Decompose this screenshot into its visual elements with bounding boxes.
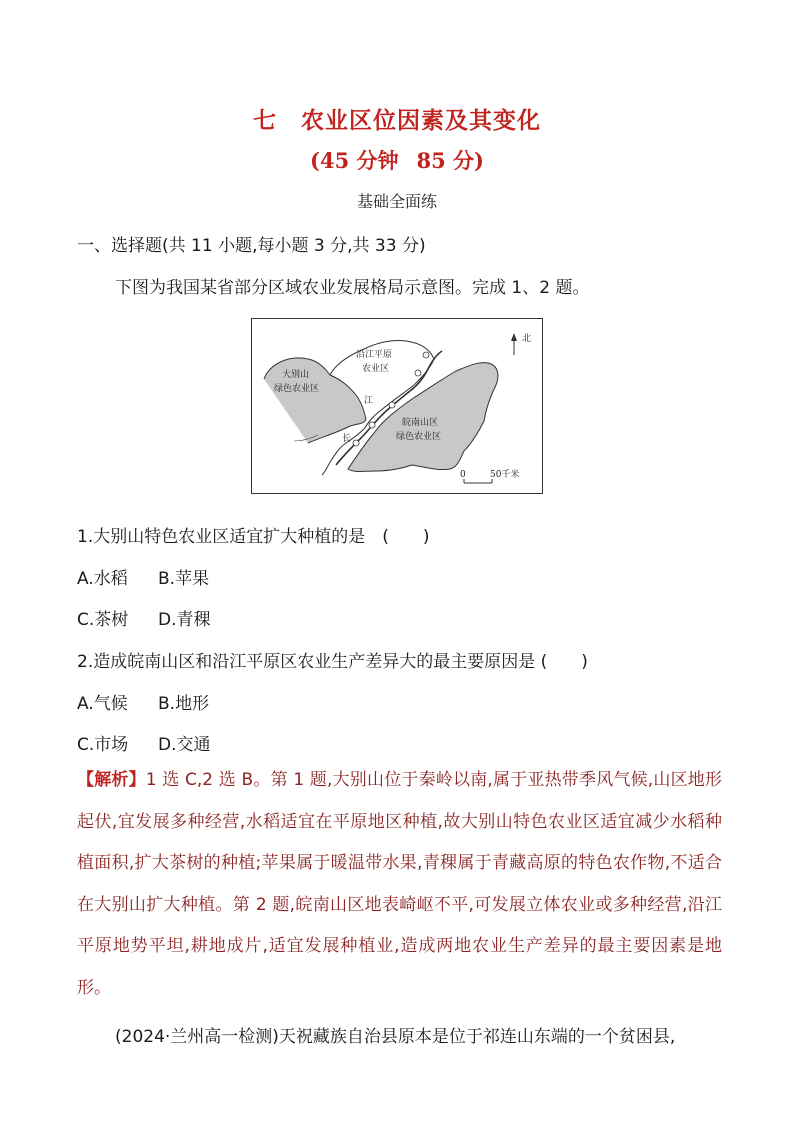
time-limit: (45 分钟 (310, 148, 399, 173)
section-intro: 下图为我国某省部分区域农业发展格局示意图。完成 1、2 题。 (115, 278, 590, 298)
q1-option-a: A.水稻 (77, 569, 128, 589)
time-score (0, 145, 794, 175)
label-river-2: 长 (342, 434, 352, 444)
dabieshan-region (264, 358, 366, 443)
total-score: 85 分) (416, 148, 484, 173)
q1-option-b: B.苹果 (158, 569, 210, 589)
analysis-text: 1 选 C,2 选 B。第 1 题,大别山位于秦岭以南,属于亚热带季风气候,山区地形起伏,宜发展多种经营,水稻适宜在平原地区种植,故大别山特色农业区适宜减少水稻种植面积,扩大茶树的种植;苹果属于暖温带水果,青稞属于青藏高原的特色农作物,不适合在大别山扩大种植。第 2 题,皖南山区地表崎岖不平,可发展立体农业或多种经营,沿江平原地势平坦,耕地成片,适宜发展种植业,造成两地农业生产差异的最主要因素是地形。 (77, 770, 722, 998)
question-1-stem: 1.大别山特色农业区适宜扩大种植的是 ( ) (77, 527, 430, 547)
q2-option-d: D.交通 (158, 735, 211, 755)
lesson-title: 七 农业区位因素及其变化 (253, 107, 541, 134)
label-wannan-2: 绿色农业区 (396, 432, 442, 442)
question-2-stem: 2.造成皖南山区和沿江平原区农业生产差异大的最主要原因是 ( ) (77, 652, 588, 672)
analysis-tag: 【解析】 (77, 770, 146, 790)
section-heading: 一、选择题(共 11 小题,每小题 3 分,共 33 分) (77, 236, 426, 256)
q2-option-c: C.市场 (77, 735, 129, 755)
label-yanjiang-2: 农业区 (362, 364, 390, 374)
north-label: 北 (522, 334, 532, 344)
label-wannan-1: 皖南山区 (402, 418, 439, 428)
scale-zero: 0 (460, 470, 466, 480)
q2-option-b: B.地形 (158, 694, 210, 714)
q1-option-c: C.茶树 (77, 610, 129, 630)
label-yanjiang-1: 沿江平原 (356, 350, 393, 360)
practice-level: 基础全面练 (356, 192, 437, 211)
next-material: (2024·兰州高一检测)天祝藏族自治县原本是位于祁连山东端的一个贫困县, (115, 1027, 676, 1047)
label-river-1: 江 (364, 396, 374, 406)
label-dabieshan-1: 大别山 (282, 370, 310, 380)
analysis-block (77, 760, 722, 1009)
map-svg (252, 319, 542, 493)
q1-option-d: D.青稞 (158, 610, 211, 630)
agriculture-map (251, 318, 543, 494)
scale-label: 50千米 (490, 470, 520, 480)
label-dabieshan-2: 绿色农业区 (274, 384, 320, 394)
q2-option-a: A.气候 (77, 694, 128, 714)
